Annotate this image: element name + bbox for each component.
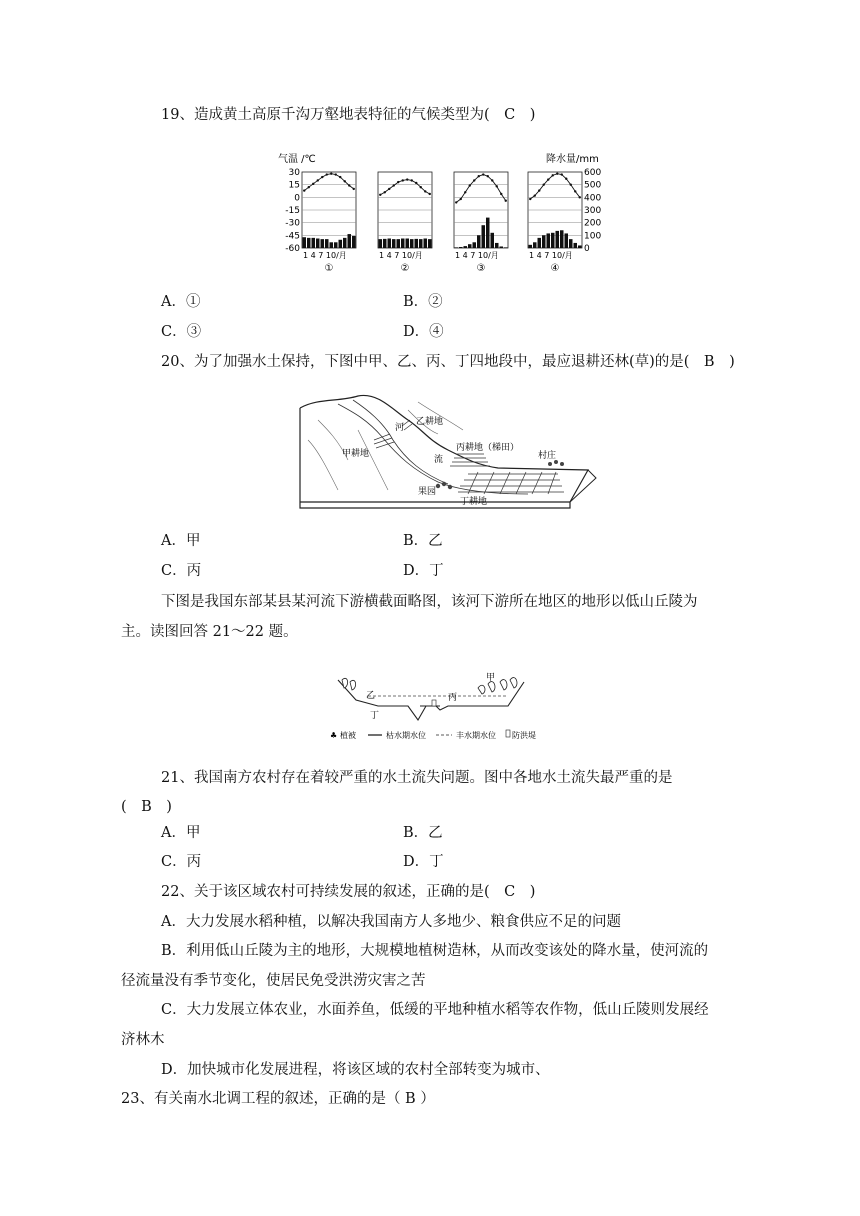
q21-option-b: B．乙 <box>403 825 443 841</box>
q22-option-c-line-1: C．大力发展立体农业，水面养鱼，低缓的平地种植水稻等农作物，低山丘陵则发展经 <box>161 1002 709 1018</box>
q21-stem-line-1: 21、我国南方农村存在着较严重的水土流失问题。图中各地水土流失最严重的是 <box>161 770 673 786</box>
temperature-point <box>393 184 395 186</box>
temperature-point <box>335 173 337 175</box>
q23-stem: 23、有关南水北调工程的叙述，正确的是（ B ） <box>121 1091 435 1107</box>
q20-option-d: D．丁 <box>403 563 444 579</box>
month-axis-label: 1 4 7 10/月 <box>379 251 423 260</box>
label-orchard: 果园 <box>418 487 437 497</box>
q19-option-d: D．④ <box>403 324 444 340</box>
q20-option-a: A．甲 <box>161 533 201 549</box>
legend-vegetation: 植被 <box>340 731 356 740</box>
precip-bar <box>547 233 551 248</box>
temp-tick-label: 15 <box>288 180 300 191</box>
temperature-point <box>491 179 493 181</box>
temperature-point <box>482 173 484 175</box>
temperature-point <box>429 193 431 195</box>
precip-bar <box>392 239 396 248</box>
river-cross-section <box>328 666 540 746</box>
q21-option-a: A．甲 <box>161 825 201 841</box>
precip-bar <box>428 239 432 248</box>
q19-stem: 19、造成黄土高原千沟万壑地表特征的气候类型为( C ) <box>161 107 536 123</box>
temperature-point <box>402 179 404 181</box>
legend-levee-icon <box>506 730 510 737</box>
precip-bar <box>560 230 564 248</box>
precip-bar <box>495 243 499 248</box>
q21-option-c: C．丙 <box>161 854 202 870</box>
q20-option-b: B．乙 <box>403 533 443 549</box>
temperature-point <box>312 183 314 185</box>
temp-tick-label: -15 <box>285 206 300 216</box>
temp-tick-label: -60 <box>285 244 300 254</box>
temperature-point <box>384 191 386 193</box>
intro-line-2: 主。读图回答 21～22 题。 <box>121 624 298 640</box>
precip-bar <box>325 239 329 248</box>
temperature-point <box>330 172 332 174</box>
temperature-point <box>353 188 355 190</box>
temperature-line <box>380 180 430 195</box>
precip-bar <box>352 236 356 248</box>
precip-bar <box>343 238 347 248</box>
precip-bar <box>482 225 486 248</box>
temperature-point <box>556 172 558 174</box>
temperature-point <box>411 179 413 181</box>
temp-tick-label: -30 <box>285 218 300 229</box>
precip-bar <box>578 245 582 248</box>
precip-bar <box>468 244 472 248</box>
temperature-point <box>496 185 498 187</box>
temperature-point <box>379 194 381 196</box>
precip-bar <box>397 239 401 248</box>
precip-bar <box>330 242 334 248</box>
precip-tick-label: 100 <box>584 231 602 242</box>
month-axis-label: 1 4 7 10/月 <box>529 251 573 260</box>
precip-bar <box>464 246 468 248</box>
climate-chart-figure <box>278 150 602 278</box>
temperature-point <box>321 176 323 178</box>
precip-bar <box>477 235 481 248</box>
q22-option-b-line-2: 径流量没有季节变化，使居民免受洪涝灾害之苦 <box>121 973 426 989</box>
precip-bar <box>565 233 569 248</box>
precip-tick-label: 400 <box>584 193 602 204</box>
precip-bar <box>307 238 311 248</box>
temperature-point <box>547 178 549 180</box>
precip-tick-label: 200 <box>584 218 602 229</box>
temperature-point <box>339 176 341 178</box>
q20-option-c: C．丙 <box>161 563 202 579</box>
legend-dry-season-level: 枯水期水位 <box>386 731 426 740</box>
temperature-point <box>505 200 507 202</box>
label-bing-farmland: 丙耕地（梯田） <box>456 443 520 453</box>
precip-tick-label: 300 <box>584 206 602 216</box>
temperature-line <box>304 174 354 191</box>
temperature-point <box>397 181 399 183</box>
precip-bar <box>551 233 555 248</box>
label-yi: 乙 <box>366 691 376 701</box>
precip-bar <box>500 246 504 248</box>
precip-bar <box>316 239 320 249</box>
precip-axis-label: 降水量/mm <box>546 154 599 165</box>
q21-stem-line-2: ( B ) <box>121 799 172 815</box>
temperature-point <box>344 180 346 182</box>
temperature-point <box>574 190 576 192</box>
temperature-point <box>561 173 563 175</box>
precip-bar <box>529 245 533 248</box>
q22-option-a: A．大力发展水稻种植，以解决我国南方人多地少、粮食供应不足的问题 <box>161 914 621 930</box>
temperature-point <box>348 184 350 186</box>
temperature-point <box>543 183 545 185</box>
label-village: 村庄 <box>538 451 557 461</box>
temp-axis-label: 气温 /℃ <box>278 154 316 165</box>
precip-bar <box>303 237 307 248</box>
precip-bar <box>542 235 546 248</box>
temperature-point <box>565 178 567 180</box>
temperature-line <box>456 175 506 203</box>
precip-bar <box>504 247 508 248</box>
temperature-point <box>534 194 536 196</box>
precip-bar <box>379 239 383 248</box>
precip-bar <box>455 247 459 248</box>
temperature-point <box>473 179 475 181</box>
temperature-point <box>579 196 581 198</box>
precip-bar <box>473 242 477 248</box>
temp-tick-label: 0 <box>294 193 300 204</box>
precip-tick-label: 600 <box>584 168 602 178</box>
temperature-point <box>552 174 554 176</box>
precip-bar <box>334 242 338 248</box>
q22-option-d: D．加快城市化发展进程，将该区域的农村全部转变为城市、 <box>161 1062 550 1078</box>
temperature-point <box>326 173 328 175</box>
precip-bar <box>491 233 495 248</box>
q19-option-a: A．① <box>161 294 201 310</box>
temperature-point <box>487 175 489 177</box>
temperature-point <box>529 198 531 200</box>
precip-bar <box>348 234 352 248</box>
panel-label: ③ <box>476 263 486 274</box>
precip-bar <box>486 218 490 248</box>
panel-label: ① <box>324 263 334 274</box>
precip-bar <box>556 231 560 248</box>
q19-option-b: B．② <box>403 294 443 310</box>
legend-levee: 防洪堤 <box>512 731 536 740</box>
precip-bar <box>388 239 392 249</box>
temperature-point <box>406 178 408 180</box>
temperature-point <box>308 186 310 188</box>
panel-label: ④ <box>550 263 560 274</box>
temperature-point <box>317 179 319 181</box>
legend-vegetation-icon: ♣ <box>330 731 338 740</box>
q22-option-c-line-2: 济林木 <box>121 1032 165 1048</box>
label-jia: 甲 <box>486 673 496 683</box>
label-bing: 丙 <box>448 693 458 703</box>
temperature-point <box>570 183 572 185</box>
precip-bar <box>410 239 414 248</box>
temperature-line <box>530 174 580 199</box>
precip-bar <box>424 239 428 249</box>
precip-bar <box>415 239 419 248</box>
month-axis-label: 1 4 7 10/月 <box>455 251 499 260</box>
precip-bar <box>312 238 316 248</box>
label-ding: 丁 <box>370 711 380 721</box>
legend-flood-season-level: 丰水期水位 <box>456 731 496 740</box>
temperature-point <box>464 191 466 193</box>
precip-bar <box>533 242 537 248</box>
precip-bar <box>569 239 573 248</box>
temperature-point <box>538 189 540 191</box>
label-river-he: 河 <box>395 423 405 433</box>
precip-bar <box>419 239 423 248</box>
precip-bar <box>538 238 542 248</box>
precip-bar <box>406 239 410 249</box>
panel-label: ② <box>400 263 410 274</box>
intro-line-1: 下图是我国东部某县某河流下游横截面略图，该河下游所在地区的地形以低山丘陵为 <box>161 594 698 610</box>
q22-option-b-line-1: B．利用低山丘陵为主的地形，大规模地植树造林，从而改变该处的降水量，使河流的 <box>161 943 709 959</box>
q19-option-c: C．③ <box>161 324 202 340</box>
temperature-point <box>460 198 462 200</box>
q20-stem: 20、为了加强水土保持，下图中甲、乙、丙、丁四地段中，最应退耕还林(草)的是( B ) <box>161 354 735 370</box>
temperature-point <box>455 201 457 203</box>
precip-bar <box>339 240 343 248</box>
label-jia-farmland: 甲耕地 <box>342 449 370 459</box>
q21-option-d: D．丁 <box>403 854 444 870</box>
precip-tick-label: 0 <box>584 244 590 254</box>
temperature-point <box>388 188 390 190</box>
precip-bar <box>459 247 463 248</box>
temperature-point <box>415 182 417 184</box>
label-ding-farmland: 丁耕地 <box>460 497 488 507</box>
temperature-point <box>424 190 426 192</box>
temperature-point <box>420 186 422 188</box>
precip-bar <box>321 239 325 248</box>
temperature-point <box>469 184 471 186</box>
precip-bar <box>401 239 405 249</box>
q22-stem: 22、关于该区域农村可持续发展的叙述，正确的是( C ) <box>161 884 536 900</box>
precip-bar <box>383 239 387 248</box>
terrain-block-diagram <box>298 390 598 512</box>
temp-tick-label: -45 <box>285 231 300 242</box>
precip-tick-label: 500 <box>584 180 602 191</box>
precip-bar <box>574 243 578 248</box>
label-river-liu: 流 <box>434 455 444 465</box>
temp-tick-label: 30 <box>288 168 300 178</box>
temperature-point <box>303 189 305 191</box>
label-yi-farmland: 乙耕地 <box>416 417 444 427</box>
temperature-point <box>500 193 502 195</box>
temperature-point <box>478 175 480 177</box>
month-axis-label: 1 4 7 10/月 <box>303 251 347 260</box>
